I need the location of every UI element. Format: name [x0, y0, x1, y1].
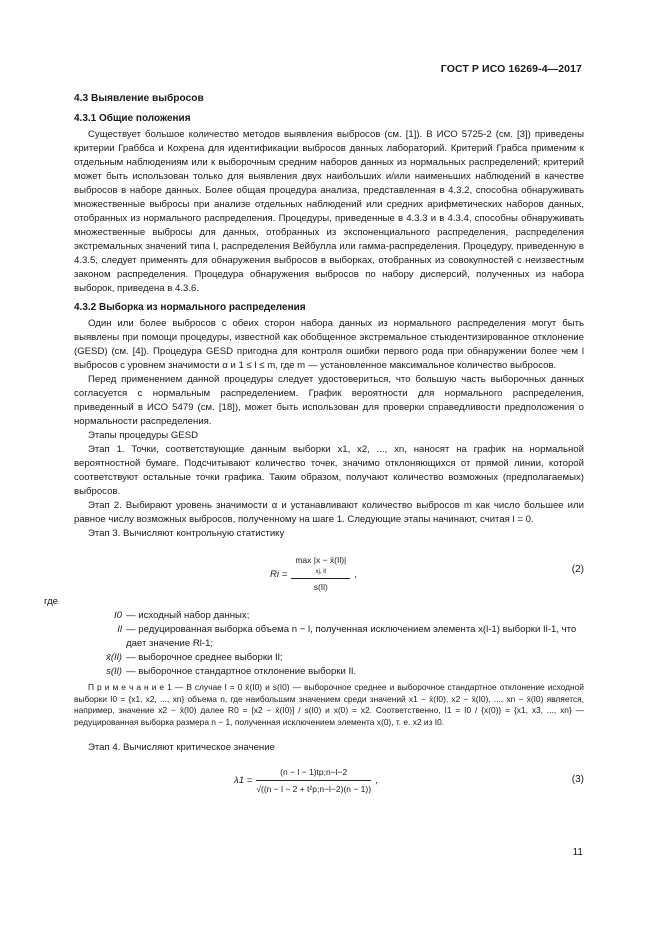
equation-number-3: (3): [571, 774, 584, 786]
stage-4: Этап 4. Вычисляют критическое значение: [88, 742, 275, 754]
formula-2-denominator: s(Il): [313, 582, 328, 592]
definition-row: Il — редуцированная выборка объема n − l, полученная исключением элемента x(l-1) выборки Il-1, что дает значение Rl-1;: [117, 624, 577, 649]
paragraph-normality-check: Перед применением данной процедуры следует удостовериться, что большую часть выборочных данных согласуется с нормальным распределением. График вероятности для нормального распределения, приведенный в ИСО 5479 (см. [18]), может быть использован для проверки справедливости предположения о нормальности распределения.: [74, 374, 584, 427]
subsection-title-4-3-2: 4.3.2 Выборка из нормального распределения: [74, 302, 306, 313]
formula-2-subscript: xj, Il: [315, 569, 327, 575]
page-number: 11: [572, 847, 583, 858]
formula-3-denominator: √((n − l − 2 + t²p;n−l−2)(n − 1)): [256, 784, 372, 795]
definition-row: s(Il) — выборочное стандартное отклонение выборки Il.: [106, 666, 356, 677]
formula-3-fraction: [256, 765, 371, 796]
stage-3: Этап 3. Вычисляют контрольную статистику: [88, 528, 285, 539]
formula-3-tail: ,: [375, 774, 378, 786]
definition-row: x̄(Il) — выборочное среднее выборки Il;: [106, 652, 283, 663]
formula-2-fraction: [291, 555, 350, 594]
subsection-title-4-3-1: 4.3.1 Общие положения: [74, 113, 191, 124]
formula-2-lhs: Ri =: [270, 568, 288, 580]
equation-number-2: (2): [571, 564, 584, 575]
stage-2: Этап 2. Выбирают уровень значимости α и устанавливают количество выбросов m как число большее или равное числу возможных выбросов, полученному на шаге 1. Следующие этапы начинают, считая l = 0.: [74, 500, 584, 525]
stages-title: Этапы процедуры GESD: [88, 430, 199, 441]
formula-3-lhs: λ1 =: [234, 774, 253, 786]
where-label: где: [44, 596, 59, 607]
stage-1: Этап 1. Точки, соответствующие данным выборки x1, x2, ..., xn, наносят на график на нормальной вероятностной бумаге. Подсчитывают количество точек, значимо отклоняющихся от прямой линии, которой соответствуют остальные точки графика. Таким образом, получают количество возможных (предполагаемых) выбросов.: [74, 444, 584, 497]
formula-2: [74, 543, 584, 593]
paragraph-gesd-intro: Один или более выбросов с обеих сторон набора данных из нормального распределения могут быть выявлены при помощи процедуры, известной как обобщенное экстремальное стьюдентизированное отклонение (GESD) (см. [4]). Процедура GESD пригодна для контроля ошибки первого рода при обнаружении более чем l выбросов с уровнем значимости α и 1 ≤ l ≤ m, где m — установленное максимальное количество выбросов.: [74, 318, 584, 371]
formula-2-tail: ,: [354, 568, 357, 580]
formula-3: [74, 757, 584, 803]
definitions-list: [74, 609, 584, 679]
note-1: П р и м е ч а н и е 1 — В случае l = 0 x̄(I0) и s(I0) — выборочное среднее и выборочное стандартное отклонение исходной выборки I0 = {x1, x2, ..., xn} объема n, где наибольшим значением среди значений x1 − x̄(I0), x2 − x̄(I0), ..., xn − x̄(I0) является, например, значение x2 − x̄(I0) далее R0 = [x2 − x̄(I0)] / s(I0) и x(0) = x2. Соответственно, I1 = I0 / {x(0)} = {x1, x3, ..., xn} — редуцированная выборка размера n − 1, полученная исключением элемента x(0), т. е. x2 из I0.: [74, 682, 584, 727]
paragraph-general: Существует большое количество методов выявления выбросов (см. [1]). В ИСО 5725-2 (см. [3]) приведены критерии Граббса и Кохрена для идентификации выбросов данных лабораторий. Критерий Грабса применим к отдельным наблюдениям или к выборочным средним наборов данных из нормальных распределений; критерий может быть использован только для выявления двух наибольших и/или наименьших наблюдений в качестве выбросов в наборе данных. Более общая процедура анализа, представленная в 4.3.2, способна обнаруживать множественные выбросы при анализе отдельных наблюдений или средних арифметических наборов данных, отобранных из нормального распределения. Процедуры, приведенные в 4.3.3 и в 4.3.4, способны обнаруживать множественные выбросы для данных, отобранных из экспоненциального распределения, распределения экстремальных значений типа I, распределения Вейбулла или гамма-распределения. Процедуру, приведенную в 4.3.5, следует применять для обнаружения выбросов в выборках, отобранных из совокупностей с неизвестным законом распределения. Процедура обнаружения выбросов по набору дисперсий, полученных из набора выборок, приведена в 4.3.6.: [74, 129, 584, 294]
page-content: [44, 92, 584, 805]
definition-row: I0 — исходный набор данных;: [113, 610, 250, 621]
document-header: ГОСТ Р ИСО 16269-4—2017: [440, 63, 582, 75]
section-title: 4.3 Выявление выбросов: [74, 93, 204, 104]
formula-3-numerator: (n − l − 1)tp;n−l−2: [256, 765, 371, 781]
formula-2-numerator: max |x − x̄(Il)|: [295, 555, 347, 565]
